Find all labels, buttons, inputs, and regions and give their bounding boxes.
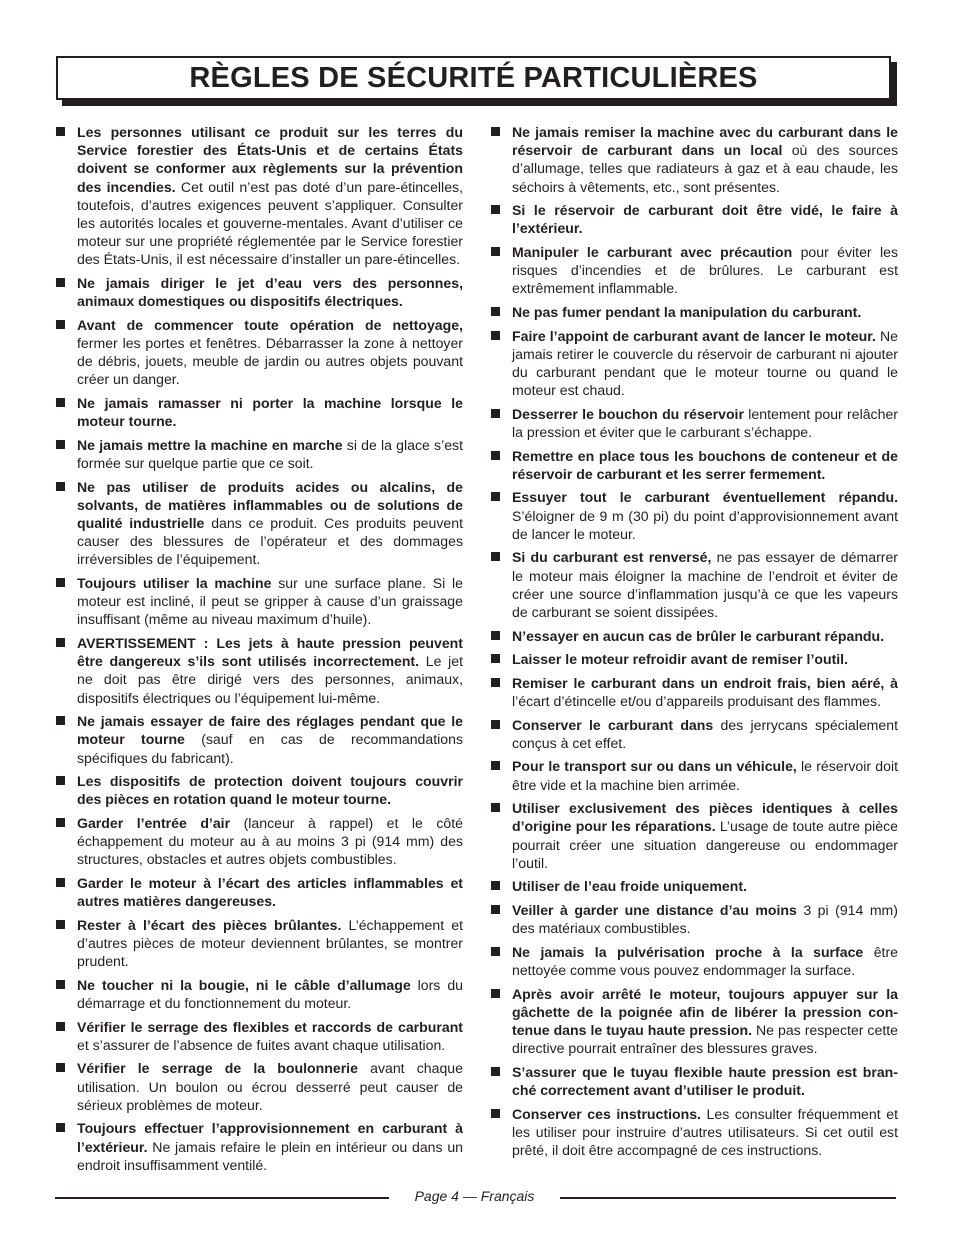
safety-rule [490, 1063, 898, 1099]
safety-rule [490, 943, 898, 979]
rule-body-text: des jerrycans spécialement conçus à cet effet. [512, 716, 898, 751]
rule-body-text: sur une surface plane. Si le moteur est incliné, il peut se gripper à cause d’un graissage insuffisant (même au niveau maximum d’huile). [77, 575, 463, 628]
safety-rule [55, 1119, 463, 1174]
safety-rule [55, 574, 463, 629]
rule-bold-text: Après avoir arrêté le moteur, toujours appuyer sur la gâchette de la poignée afin de libérer la pression con-tenue dans le tuyau haute pression. [512, 985, 898, 1038]
square-bullet-icon [491, 331, 500, 340]
rule-bold-text: Ne toucher ni la bougie, ni le câble d’allumage [77, 976, 411, 993]
square-bullet-icon [491, 947, 500, 956]
rule-bold-text: Garder l’entrée d’air [77, 815, 231, 832]
rule-bold-text: Pour le transport sur ou dans un véhicule, [512, 758, 797, 775]
rule-body-text: L’échappement et d’autres pièces de moteur deviennent brûlantes, se montrer prudent. [77, 916, 464, 970]
rule-bold-text: Avant de commencer toute opération de nettoyage, [77, 316, 463, 333]
rule-bold-text: Ne pas fumer pendant la manipulation du carburant. [512, 304, 862, 320]
rule-bold-text: AVERTISSEMENT : Les jets à haute pression peuvent être dangereux s’ils sont utilisés incorrectement. [77, 635, 463, 670]
rule-body-text: Le jet ne doit pas être dirigé vers des personnes, animaux, dispositifs électriques ou l’équipement lui-même. [77, 653, 463, 706]
safety-rule [490, 627, 898, 645]
safety-rule [55, 316, 463, 389]
safety-rule [55, 976, 463, 1012]
rule-bold-text: Ne jamais essayer de faire des réglages pendant que le moteur tourne [77, 713, 463, 748]
rule-bold-text: Conserver ces instructions. [512, 1105, 701, 1122]
rule-bold-text: Ne jamais diriger le jet d’eau vers des personnes, animaux domestiques ou dispositifs électriques. [77, 275, 463, 310]
square-bullet-icon [56, 716, 65, 725]
square-bullet-icon [56, 878, 65, 887]
square-bullet-icon [56, 1063, 65, 1072]
rule-body-text: L’usage de toute autre pièce pourrait créer une situation dangereuse ou endommager l’outil. [512, 818, 898, 871]
square-bullet-icon [491, 678, 500, 687]
rule-bold-text: Toujours effectuer l’approvisionnement en carburant à l’extérieur. [77, 1120, 463, 1155]
footer-rule-right [560, 1197, 896, 1199]
square-bullet-icon [491, 127, 500, 136]
safety-rule [490, 1105, 898, 1160]
square-bullet-icon [56, 482, 65, 491]
safety-rule [490, 799, 898, 872]
safety-rule [55, 634, 463, 707]
right-rules-list [490, 123, 898, 1159]
safety-rule [490, 488, 898, 543]
safety-rule [490, 405, 898, 441]
rule-bold-text: Laisser le moteur refroidir avant de remiser l’outil. [512, 651, 849, 668]
safety-rule [55, 1059, 463, 1114]
rule-bold-text: Remiser le carburant dans un endroit frais, bien aéré, à [512, 674, 898, 691]
square-bullet-icon [491, 552, 500, 561]
rule-bold-text: N’essayer en aucun cas de brûler le carburant répandu. [512, 627, 885, 644]
rule-bold-text: Utiliser de l’eau froide uniquement. [512, 878, 747, 895]
rule-bold-text: Toujours utiliser la machine [77, 575, 272, 592]
rule-bold-text: Ne pas utiliser de produits acides ou alcalins, de solvants, de matières inflammables ou de solutions de qualité industrielle [77, 478, 463, 532]
rule-bold-text: Veiller à garder une distance d’au moins [512, 901, 797, 918]
rule-bold-text: Utiliser exclusivement des pièces identiques à celles d’origine pour les réparations. [512, 800, 898, 835]
square-bullet-icon [491, 881, 500, 890]
square-bullet-icon [56, 398, 65, 407]
rule-body-text: le réservoir doit être vide et la machine bien arrimée. [512, 758, 898, 793]
safety-rule [55, 123, 463, 269]
safety-rule [55, 274, 463, 310]
rule-body-text: pour éviter les risques d’incendies et de brûlures. Le carburant est extrêmement inflammable. [512, 244, 898, 297]
safety-rule [490, 674, 898, 710]
square-bullet-icon [56, 320, 65, 329]
square-bullet-icon [56, 638, 65, 647]
square-bullet-icon [491, 803, 500, 812]
safety-rule [490, 985, 898, 1058]
rule-bold-text: Ne jamais ramasser ni porter la machine lorsque le moteur tourne. [77, 395, 463, 430]
rule-bold-text: Vérifier le serrage de la boulonnerie [77, 1060, 358, 1077]
safety-rule [55, 814, 463, 869]
safety-rule [55, 916, 463, 971]
rule-body-text: Ne pas respecter cette directive pourrait entraîner des blessures graves. [512, 1021, 898, 1057]
safety-rule [55, 874, 463, 910]
square-bullet-icon [56, 440, 65, 449]
page-footer: Page 4 — Français [414, 1188, 535, 1204]
rule-body-text: (lanceur à rappel) et le côté échappement du moteur au à au moins 3 pi (914 mm) des structures, obstacles et autres objets combustibles. [77, 815, 463, 868]
safety-rule [490, 201, 898, 237]
rule-bold-text: Vérifier le serrage des flexibles et raccords de carburant [77, 1018, 463, 1035]
rule-body-text: et s’assurer de l’absence de fuites avant chaque utilisation. [77, 1036, 446, 1053]
square-bullet-icon [491, 205, 500, 214]
rule-body-text: lentement pour relâcher la pression et éviter que le carburant s’échappe. [512, 405, 898, 440]
rule-body-text: si de la glace s’est formée sur quelque partie que ce soit. [77, 436, 463, 472]
square-bullet-icon [491, 905, 500, 914]
rule-body-text: l’écart d’étincelle et/ou d’appareils produisant des flammes. [512, 692, 881, 709]
safety-rule [490, 303, 898, 321]
rule-bold-text: S’assurer que le tuyau flexible haute pression est bran-ché correctement avant d’utiliser le produit. [512, 1063, 898, 1098]
rule-bold-text: Si du carburant est renversé, [512, 549, 712, 566]
square-bullet-icon [491, 492, 500, 501]
safety-rule [55, 1018, 463, 1054]
rule-body-text: avant chaque utilisation. Un boulon ou écrou desserré peut causer de sérieux problèmes de moteur. [77, 1060, 463, 1113]
safety-rule [490, 327, 898, 400]
rule-body-text: (sauf en cas de recommandations spécifiques du fabricant). [77, 731, 463, 766]
square-bullet-icon [491, 761, 500, 770]
square-bullet-icon [56, 776, 65, 785]
square-bullet-icon [56, 1123, 65, 1132]
square-bullet-icon [491, 631, 500, 640]
rule-bold-text: Ne jamais remiser la machine avec du carburant dans le réservoir de carburant dans un local [512, 124, 898, 159]
square-bullet-icon [491, 1109, 500, 1118]
rule-body-text: S’éloigner de 9 m (30 pi) du point d’approvisionnement avant de lancer le moteur. [512, 507, 898, 542]
rule-body-text: dans ce produit. Ces produits peuvent causer des blessures de l’opérateur et des dommages irréversibles de l’équipement. [77, 515, 463, 568]
left-rules-list [55, 123, 463, 1174]
square-bullet-icon [56, 980, 65, 989]
square-bullet-icon [491, 409, 500, 418]
rule-body-text: Ne jamais refaire le plein en intérieur ou dans un endroit insuffisamment ventilé. [77, 1138, 463, 1173]
safety-rule [490, 650, 898, 668]
left-column [55, 123, 463, 1179]
rule-bold-text: Rester à l’écart des pièces brûlantes. [77, 916, 342, 933]
safety-rule [490, 757, 898, 793]
title-box [56, 56, 891, 100]
rule-body-text: fermer les portes et fenêtres. Débarrasser la zone à nettoyer de débris, jouets, meuble de jardin ou autres objets pouvant créer un danger. [77, 335, 463, 388]
safety-rule [490, 123, 898, 196]
square-bullet-icon [491, 720, 500, 729]
rule-body-text: ne pas essayer de démarrer le moteur mais éloigner la machine de l’endroit et éviter de créer une source d’inflammation jusqu’à ce que les vapeurs de carburant se soient dissipées. [512, 549, 898, 620]
square-bullet-icon [491, 307, 500, 316]
square-bullet-icon [56, 1022, 65, 1031]
footer-rule-left [55, 1197, 389, 1199]
rule-body-text: où des sources d’allumage, telles que radiateurs à gaz et à eau chaude, les séchoirs à vêtements, etc., sont présentes. [512, 142, 899, 195]
rule-bold-text: Essuyer tout le carburant éventuellement répandu. [512, 489, 898, 506]
safety-rule [490, 716, 898, 752]
rule-bold-text: Manipuler le carburant avec précaution [512, 244, 793, 260]
square-bullet-icon [56, 818, 65, 827]
rule-body-text: lors du démarrage et du fonctionnement du moteur. [77, 976, 463, 1012]
square-bullet-icon [491, 1067, 500, 1076]
safety-rule [55, 772, 463, 808]
rule-bold-text: Les dispositifs de protection doivent toujours couvrir des pièces en rotation quand le moteur tourne. [77, 773, 463, 808]
rule-bold-text: Ne jamais mettre la machine en marche [77, 436, 343, 453]
safety-rule [490, 901, 898, 937]
rule-bold-text: Desserrer le bouchon du réservoir [512, 405, 744, 422]
rule-bold-text: Remettre en place tous les bouchons de conteneur et de réservoir de carburant et les serrer fermement. [512, 447, 898, 482]
safety-rule [55, 478, 463, 569]
right-column [490, 123, 898, 1165]
square-bullet-icon [56, 278, 65, 287]
rule-body-text: Les consulter fréquemment et les utiliser pour instruire d’autres utilisateurs. Si cet outil est prêté, il doit être accompagné de ces instructions. [512, 1105, 898, 1158]
safety-rule [55, 712, 463, 767]
square-bullet-icon [491, 989, 500, 998]
rule-bold-text: Ne jamais la pulvérisation proche à la surface [512, 943, 864, 960]
square-bullet-icon [491, 247, 500, 256]
safety-rule [55, 394, 463, 430]
rule-bold-text: Faire l’appoint de carburant avant de lancer le moteur. [512, 327, 876, 344]
rule-bold-text: Conserver le carburant dans [512, 716, 714, 733]
safety-rule [55, 436, 463, 472]
page-title: RÈGLES DE SÉCURITÉ PARTICULIÈRES [189, 61, 758, 94]
safety-rule [490, 877, 898, 895]
square-bullet-icon [56, 920, 65, 929]
rule-body-text: 3 pi (914 mm) des matériaux combustibles. [512, 901, 898, 937]
safety-rule [490, 243, 898, 298]
rule-bold-text: Si le réservoir de carburant doit être vidé, le faire à l’extérieur. [512, 202, 898, 237]
safety-rule [490, 447, 898, 483]
safety-rule [490, 548, 898, 621]
rule-body-text: être nettoyée comme vous pouvez endommager la surface. [512, 943, 899, 978]
rule-body-text: Ne jamais retirer le couvercle du réservoir de carburant ni ajouter du carburant pendant que le moteur tourne ou quand le moteur est chaud. [512, 327, 898, 399]
square-bullet-icon [491, 654, 500, 663]
rule-bold-text: Les personnes utilisant ce produit sur les terres du Service forestier des États-Unis et de certains États doivent se conformer aux règlements sur la prévention des incendies. [77, 124, 463, 195]
square-bullet-icon [56, 127, 65, 136]
rule-bold-text: Garder le moteur à l’écart des articles inflammables et autres matières dangereuses. [77, 875, 463, 910]
rule-body-text: Cet outil n’est pas doté d’un pare-étincelles, toutefois, d’autres exigences peuvent s’appliquer. Consulter les autorités locales et gouverne-mentales. Avant d’utiliser ce moteur sur une propriété réglementée par le Service forestier des États-Unis, il est nécessaire d’installer un pare-étincelles. [77, 178, 463, 268]
square-bullet-icon [56, 578, 65, 587]
square-bullet-icon [491, 451, 500, 460]
